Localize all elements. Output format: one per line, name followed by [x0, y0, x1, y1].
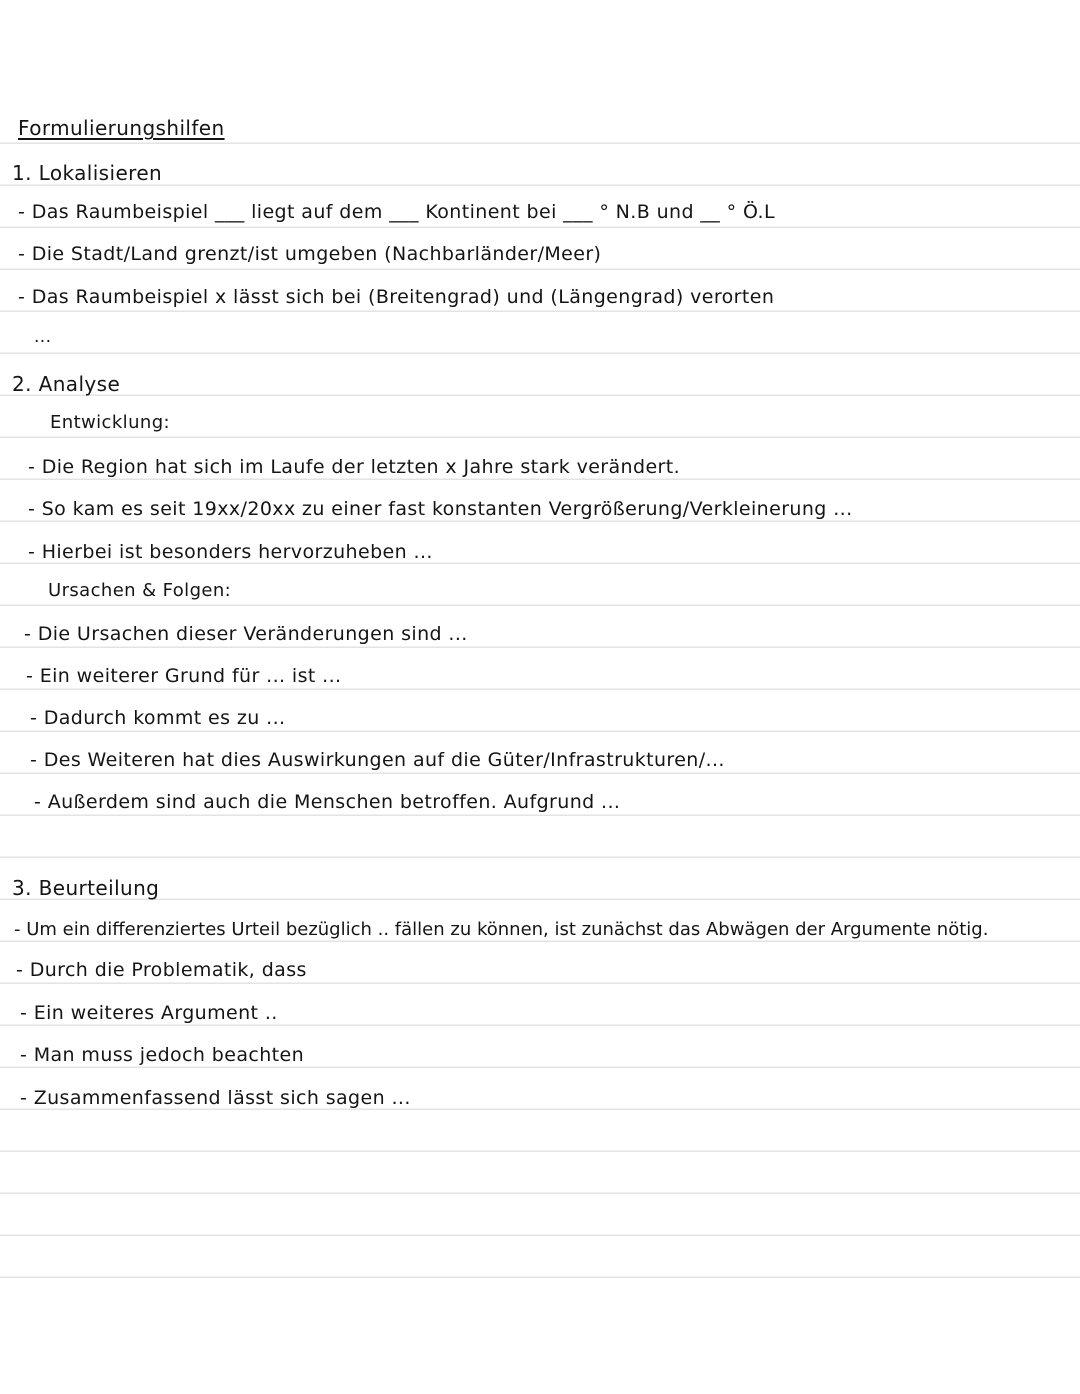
text-line: - Dadurch kommt es zu ... — [30, 707, 286, 729]
text-line: - Ein weiteres Argument .. — [20, 1002, 278, 1024]
text-line: - Das Raumbeispiel ___ liegt auf dem ___ Kontinent bei ___ ° N.B und __ ° Ö.L — [18, 201, 775, 223]
text-line: - Außerdem sind auch die Menschen betroffen. Aufgrund ... — [34, 791, 621, 813]
page-title: Formulierungshilfen — [18, 116, 225, 140]
text-line: - Des Weiteren hat dies Auswirkungen auf die Güter/Infrastrukturen/... — [30, 749, 725, 771]
text-line: - Zusammenfassend lässt sich sagen ... — [20, 1087, 411, 1109]
text-line: - Durch die Problematik, dass — [16, 959, 307, 981]
subsection-label-ursachen-folgen: Ursachen & Folgen: — [48, 580, 232, 601]
text-line: - Hierbei ist besonders hervorzuheben ... — [28, 541, 433, 563]
text-line: ... — [34, 327, 52, 347]
text-line: - Um ein differenziertes Urteil bezüglich .. fällen zu können, ist zunächst das Abwägen der Argumente nötig. — [14, 919, 989, 940]
section-heading-analyse: 2. Analyse — [12, 372, 121, 396]
text-line: - Man muss jedoch beachten — [20, 1044, 305, 1066]
text-line: - Die Stadt/Land grenzt/ist umgeben (Nachbarländer/Meer) — [18, 243, 602, 265]
section-heading-beurteilung: 3. Beurteilung — [12, 876, 160, 900]
text-line: - Ein weiterer Grund für ... ist ... — [26, 665, 342, 687]
text-line: - So kam es seit 19xx/20xx zu einer fast konstanten Vergrößerung/Verkleinerung ... — [28, 498, 853, 520]
section-heading-lokalisieren: 1. Lokalisieren — [12, 161, 163, 185]
text-line: - Die Ursachen dieser Veränderungen sind ... — [24, 623, 468, 645]
text-line: - Das Raumbeispiel x lässt sich bei (Breitengrad) und (Längengrad) verorten — [18, 286, 775, 308]
subsection-label-entwicklung: Entwicklung: — [50, 412, 170, 433]
text-line: - Die Region hat sich im Laufe der letzten x Jahre stark verändert. — [28, 456, 681, 478]
